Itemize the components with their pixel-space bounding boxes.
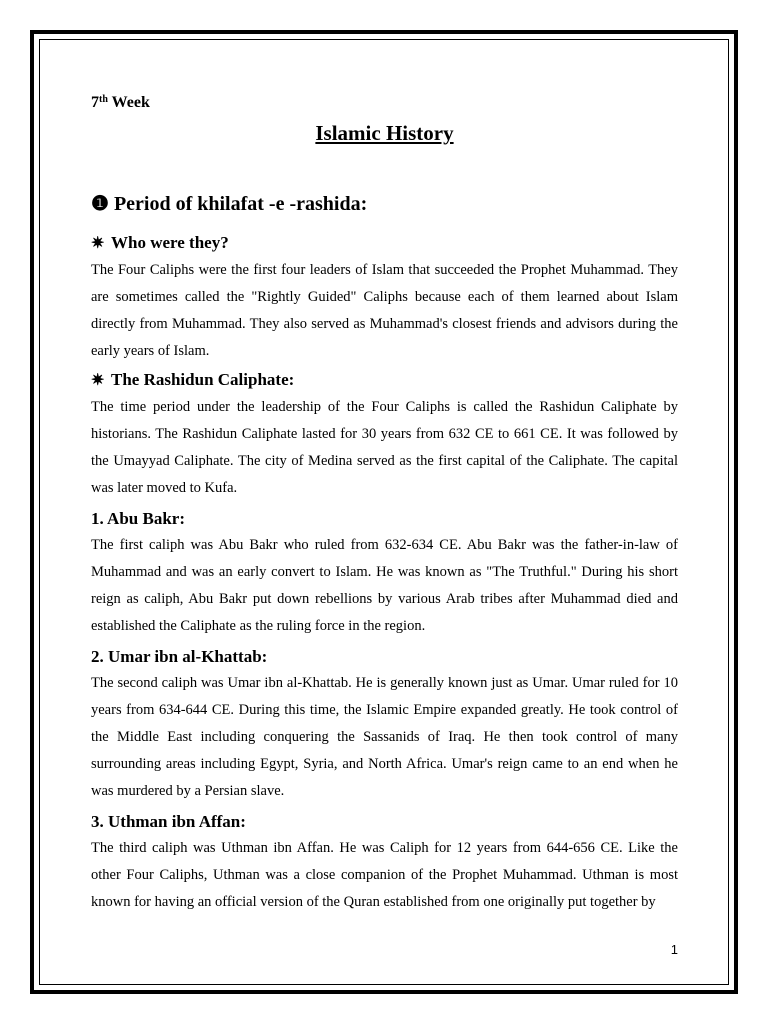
caliph-heading-umar: 2. Umar ibn al-Khattab: [91,647,268,666]
section-heading-text: Period of khilafat -e -rashida: [113,193,368,215]
star-bullet-icon: ✷ [91,372,105,389]
section-heading [91,190,678,218]
paragraph-umar: The second caliph was Umar ibn al-Khattab. He is generally known just as Umar. Umar ruled for 10 years from 634-644 CE. During this time, the Islamic Empire expanded greatly. He took control of the Middle East including conquering the Sassanids of Iraq. He then took control of many surrounding areas including Egypt, Syria, and North Africa. Umar's reign came to an end when he was murdered by a Persian slave. [91,675,678,799]
paragraph-rashidun: The time period under the leadership of the Four Caliphs is called the Rashidun Caliphate by historians. The Rashidun Caliphate lasted for 30 years from 632 CE to 661 CE. It was followed by the Umayyad Caliphate. The city of Medina served as the first capital of the Caliphate. The capital was later moved to Kufa. [91,399,678,496]
page-title: Islamic History [315,121,454,145]
week-number: 7 [91,94,99,111]
page-number: 1 [670,942,678,957]
subsection-heading-who [91,230,678,257]
paragraph-who: The Four Caliphs were the first four leaders of Islam that succeeded the Prophet Muhammad. They are sometimes called the "Rightly Guided" Caliphs because each of them learned about Islam directly from Muhammad. They also served as Muhammad's closest friends and advisors during the early years of Islam. [91,262,678,359]
paragraph-uthman: The third caliph was Uthman ibn Affan. He was Caliph for 12 years from 644-656 CE. Like the other Four Caliphs, Uthman was a close companion of the Prophet Muhammad. Uthman is most known for having an official version of the Quran established from one originally put together by [91,840,678,910]
caliph-heading-uthman: 3. Uthman ibn Affan: [91,812,246,831]
section-bullet-icon: ❶ [91,193,109,215]
paragraph-abu-bakr: The first caliph was Abu Bakr who ruled from 632-634 CE. Abu Bakr was the father-in-law of Muhammad and was an early convert to Islam. He was known as "The Truthful." During his short reign as caliph, Abu Bakr put down rebellions by various Arab tribes after Muhammad died and established the Caliphate as the ruling force in the region. [91,537,678,634]
week-label [91,92,678,114]
star-bullet-icon: ✷ [91,235,105,252]
subsection-heading-text: The Rashidun Caliphate: [111,370,295,389]
subsection-heading-text: Who were they? [111,233,229,252]
week-suffix: th [99,94,108,105]
subsection-heading-rashidun [91,367,678,394]
document-body [91,92,678,916]
caliph-heading-abu-bakr: 1. Abu Bakr: [91,509,185,528]
week-text: Week [111,94,150,111]
